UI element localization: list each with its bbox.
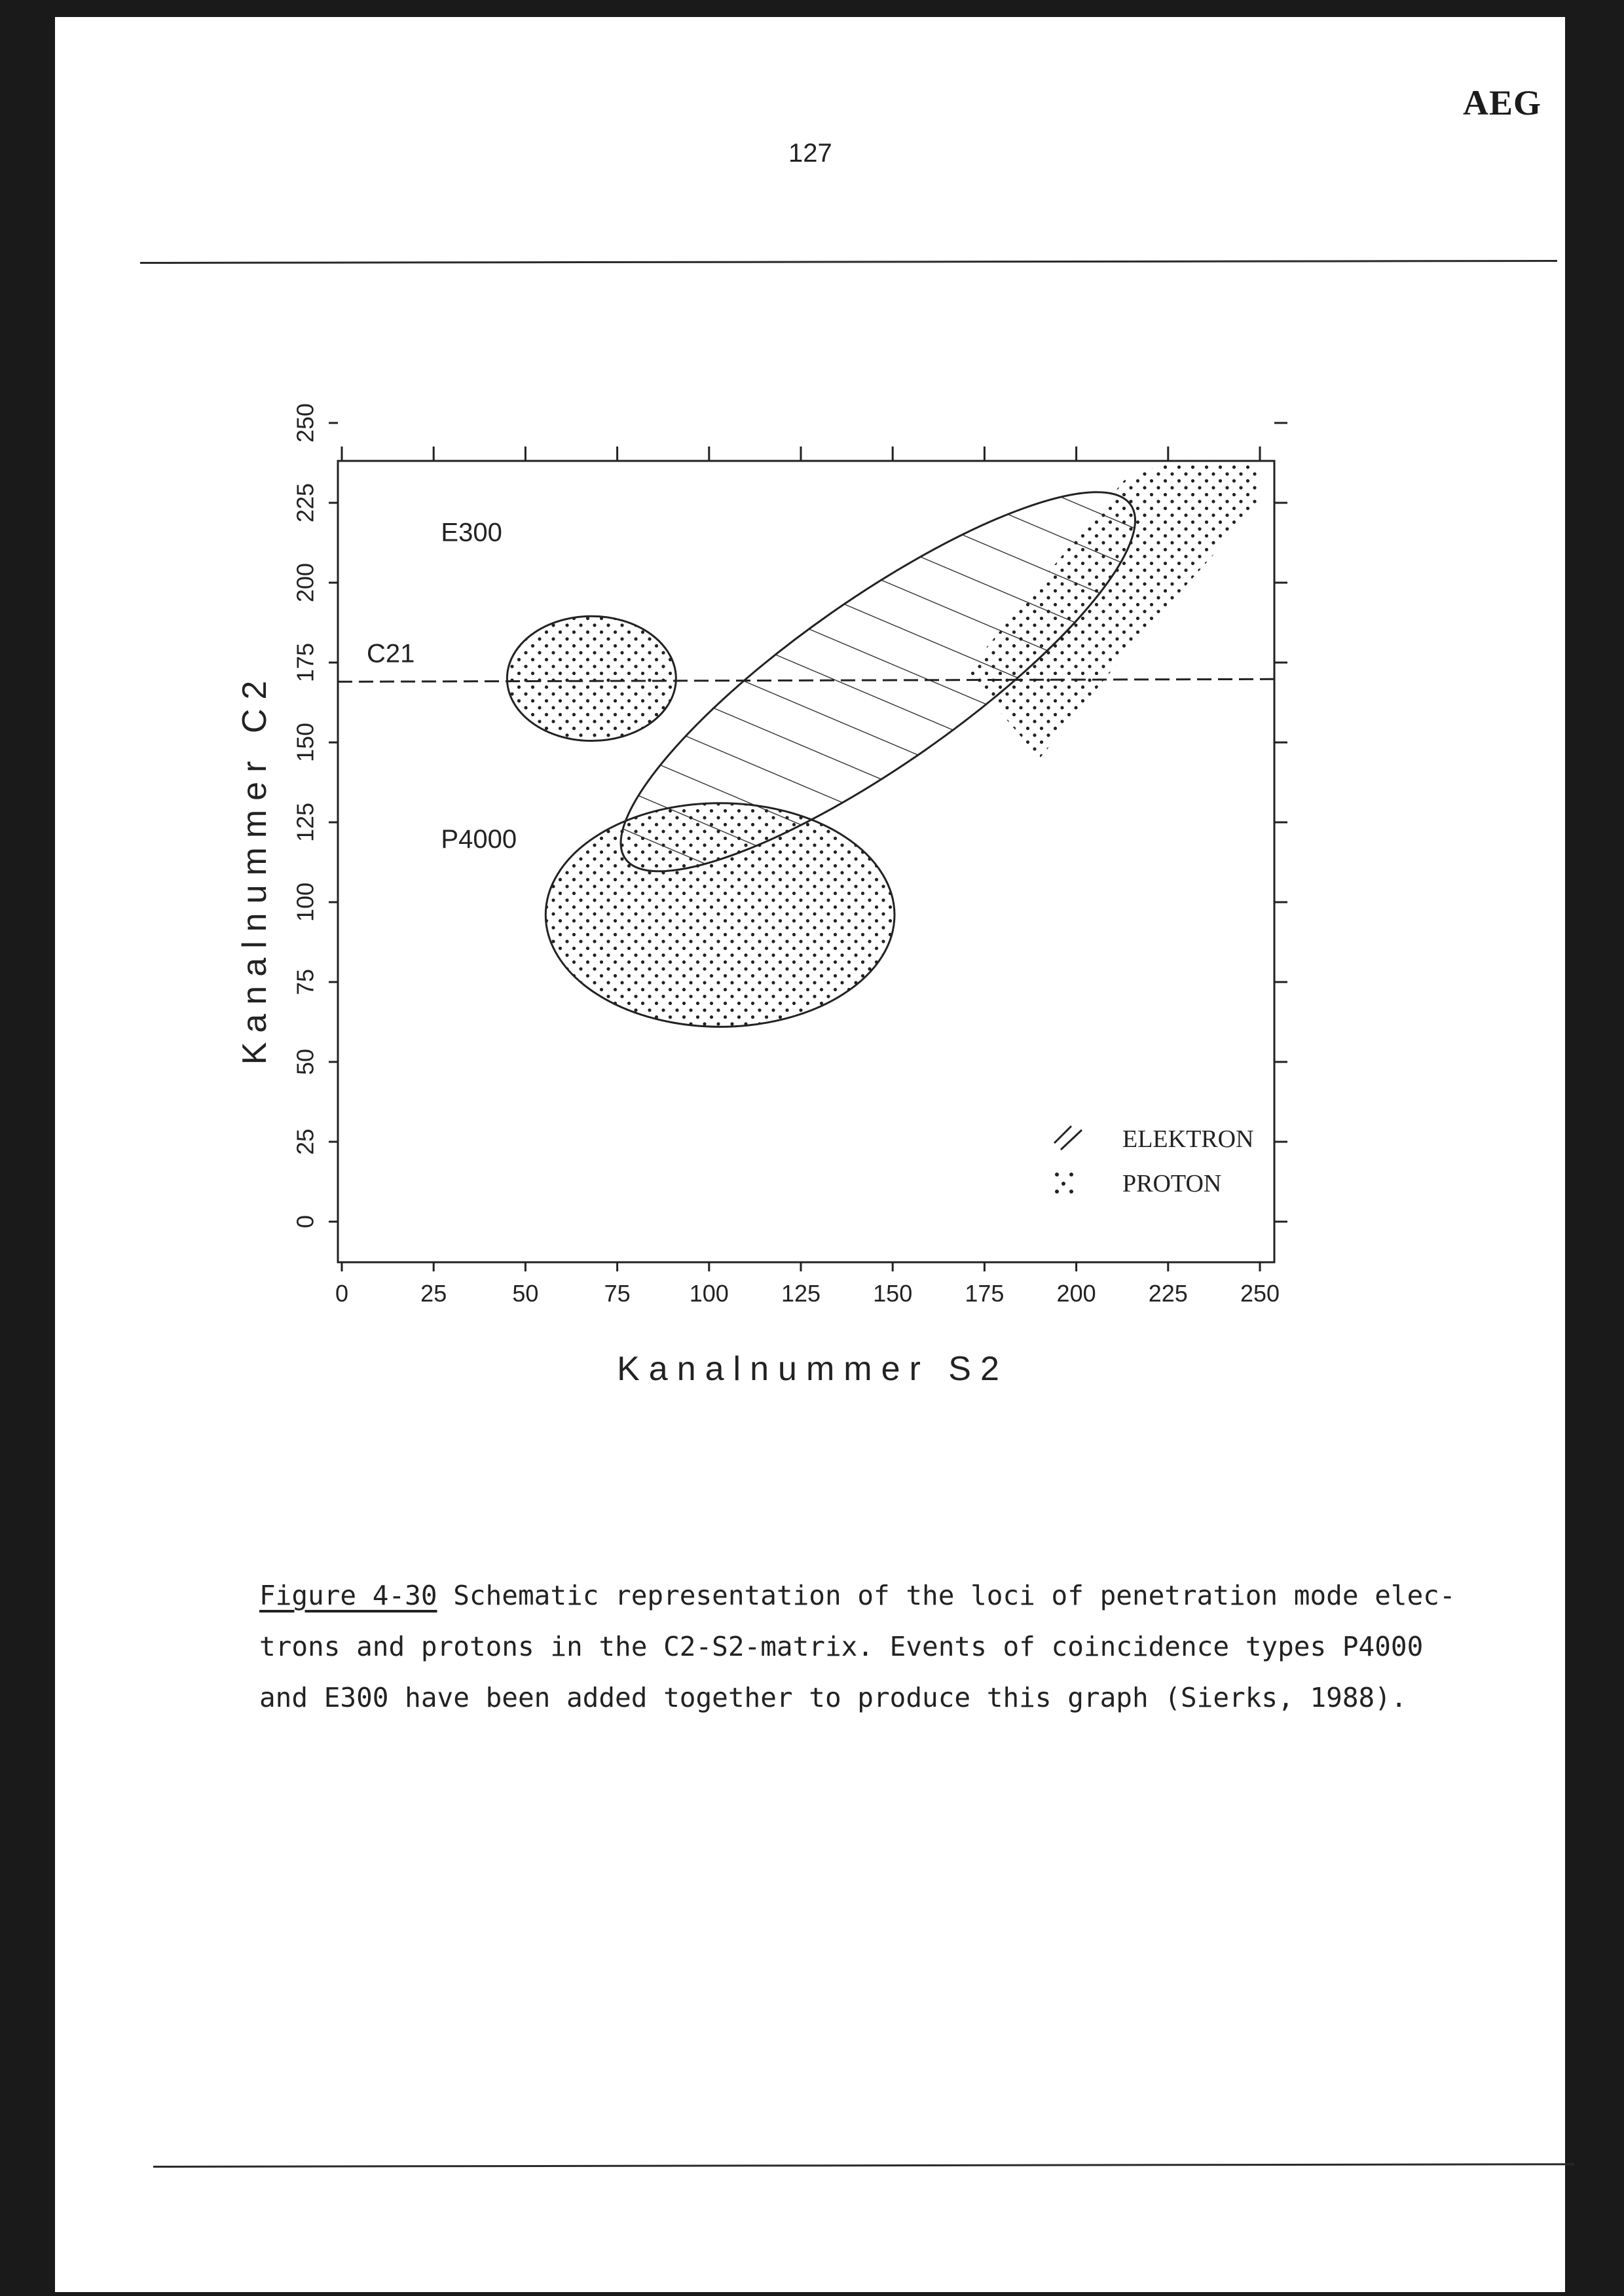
x-axis-title: Kanalnummer S2 xyxy=(617,1350,1008,1388)
x-tick-label: 150 xyxy=(873,1280,913,1307)
x-tick-label: 75 xyxy=(604,1280,631,1307)
legend-label-proton: PROTON xyxy=(1122,1170,1222,1197)
document-page xyxy=(55,17,1565,2292)
legend-dot-swatch xyxy=(1069,1173,1073,1176)
y-tick-label: 0 xyxy=(291,1214,319,1229)
y-tick-label: 225 xyxy=(291,483,319,523)
caption-line-2: trons and protons in the C2-S2-matrix. Events of coincidence types P4000 xyxy=(259,1631,1424,1662)
y-tick-label: 50 xyxy=(291,1048,319,1076)
x-tick-label: 125 xyxy=(781,1280,821,1307)
y-tick-label: 250 xyxy=(291,403,319,443)
figure-chart xyxy=(55,17,1565,2292)
x-tick-label: 25 xyxy=(420,1280,447,1307)
x-tick-label: 175 xyxy=(965,1280,1005,1307)
region-label-e300: E300 xyxy=(441,518,502,547)
x-tick-label: 100 xyxy=(689,1280,729,1307)
company-logo: AEG xyxy=(1463,83,1542,122)
caption-line-1: Schematic representation of the loci of penetration mode elec- xyxy=(437,1580,1456,1611)
y-tick-label: 200 xyxy=(291,562,319,603)
y-tick-label: 175 xyxy=(291,642,319,683)
y-tick-label: 75 xyxy=(291,968,319,996)
legend-dot-swatch xyxy=(1055,1190,1059,1194)
legend-dot-swatch xyxy=(1061,1182,1065,1186)
y-axis-title: Kanalnummer C2 xyxy=(236,671,274,1065)
x-tick-label: 225 xyxy=(1148,1280,1188,1307)
y-tick-label: 25 xyxy=(291,1128,319,1156)
figure-caption xyxy=(259,1570,1490,1723)
x-tick-label: 0 xyxy=(335,1280,349,1307)
legend-dot-swatch xyxy=(1069,1190,1073,1194)
x-tick-label: 50 xyxy=(512,1280,539,1307)
y-tick-label: 125 xyxy=(291,802,319,843)
threshold-label: C21 xyxy=(367,639,415,668)
caption-line-3: and E300 have been added together to produce this graph (Sierks, 1988). xyxy=(259,1682,1407,1713)
y-tick-label: 150 xyxy=(291,722,319,763)
threshold-line xyxy=(338,679,1280,682)
legend-hatch-swatch xyxy=(1054,1126,1071,1143)
y-tick-label: 100 xyxy=(291,882,319,922)
region-1 xyxy=(507,616,676,740)
page-number: 127 xyxy=(788,139,832,168)
x-tick-label: 200 xyxy=(1056,1280,1096,1307)
legend-dot-swatch xyxy=(1055,1173,1059,1176)
figure-label: Figure 4-30 xyxy=(259,1580,437,1611)
x-tick-label: 250 xyxy=(1240,1280,1280,1307)
legend-label-elektron: ELEKTRON xyxy=(1122,1125,1254,1153)
region-label-p4000: P4000 xyxy=(441,825,517,854)
